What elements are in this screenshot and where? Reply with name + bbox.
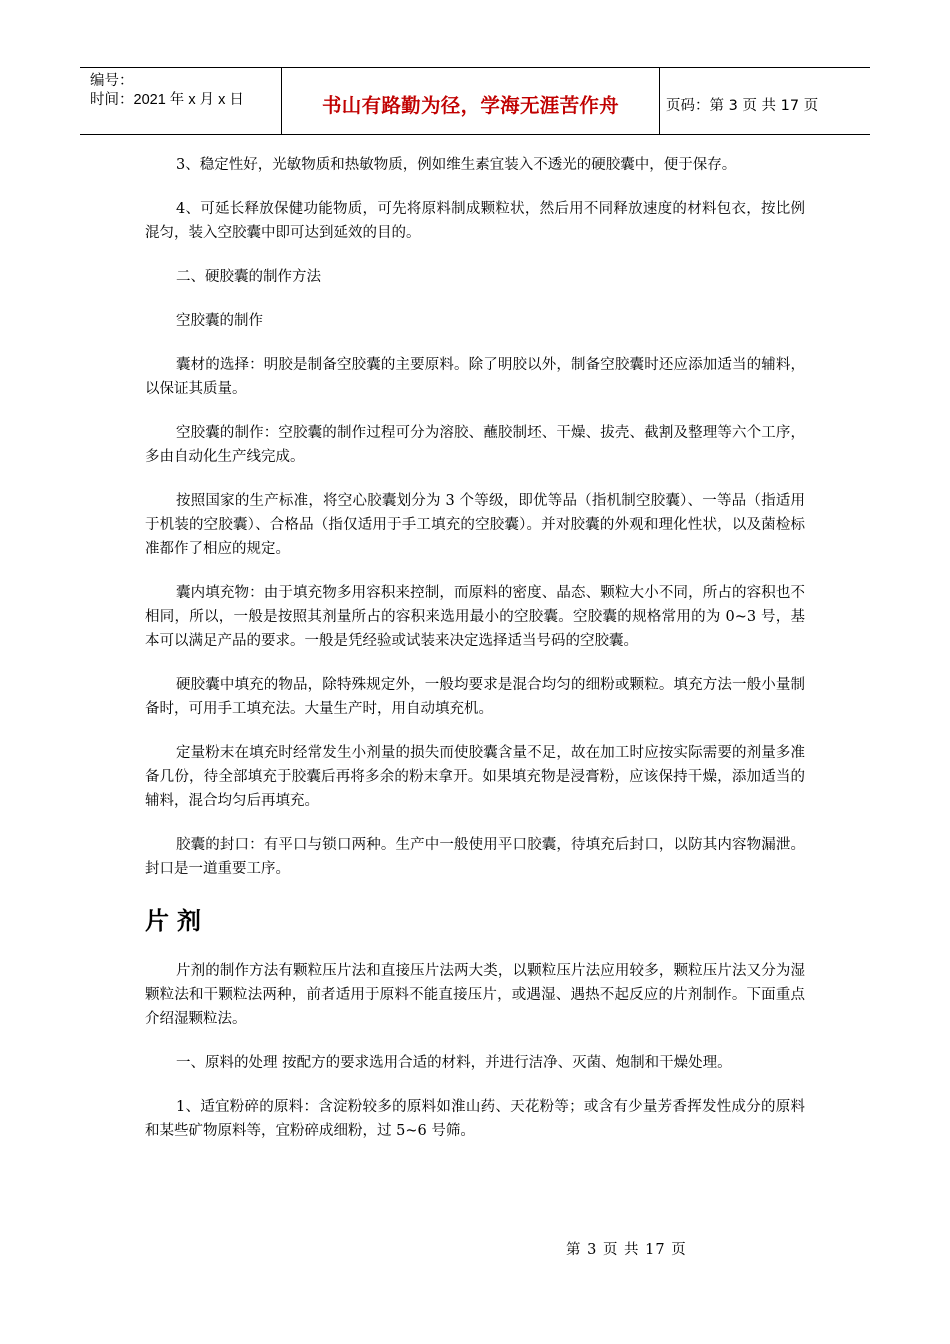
paragraph: 3、稳定性好，光敏物质和热敏物质，例如维生素宜装入不透光的硬胶囊中，便于保存。 [176, 157, 737, 173]
section-heading: 二、硬胶囊的制作方法 [176, 269, 321, 285]
paragraph: 囊内填充物：由于填充物多用容积来控制，而原料的密度、晶态、颗粒大小不同，所占的容积也不相同，所以，一般是按照其剂量所占的容积来选用最小的空胶囊。空胶囊的规格常用的为 0~3 号，基本可以满足产品的要求。一般是凭经验或试装来决定选择适当号码的空胶囊。 [145, 585, 805, 649]
page-header [80, 67, 870, 135]
subsection-heading: 空胶囊的制作 [176, 313, 263, 329]
document-body [145, 153, 805, 1163]
header-motto: 书山有路勤为径，学海无涯苦作舟 [282, 68, 660, 134]
document-time-label: 时间：2021 年 x 月 x 日 [90, 92, 244, 108]
paragraph: 空胶囊的制作：空胶囊的制作过程可分为溶胶、蘸胶制坯、干燥、拔壳、截割及整理等六个工序，多由自动化生产线完成。 [145, 425, 805, 465]
header-meta [80, 68, 282, 134]
paragraph: 胶囊的封口：有平口与锁口两种。生产中一般使用平口胶囊，待填充后封口，以防其内容物漏泄。封口是一道重要工序。 [145, 837, 805, 877]
paragraph: 囊材的选择：明胶是制备空胶囊的主要原料。除了明胶以外，制备空胶囊时还应添加适当的辅料，以保证其质量。 [145, 357, 805, 397]
paragraph: 按照国家的生产标准，将空心胶囊划分为 3 个等级，即优等品（指机制空胶囊）、一等品（指适用于机装的空胶囊）、合格品（指仅适用于手工填充的空胶囊）。并对胶囊的外观和理化性状，以及菌检标准都作了相应的规定。 [145, 493, 805, 557]
header-page-info: 页码：第 3 页 共 17 页 [666, 97, 819, 114]
page-footer: 第 3 页 共 17 页 [566, 1242, 687, 1258]
paragraph: 定量粉末在填充时经常发生小剂量的损失而使胶囊含量不足，故在加工时应按实际需要的剂量多准备几份，待全部填充于胶囊后再将多余的粉末拿开。如果填充物是浸膏粉，应该保持干燥，添加适当的辅料，混合均匀后再填充。 [145, 745, 805, 809]
document-number-label: 编号： [90, 73, 134, 89]
paragraph: 硬胶囊中填充的物品，除特殊规定外，一般均要求是混合均匀的细粉或颗粒。填充方法一般小量制备时，可用手工填充法。大量生产时，用自动填充机。 [145, 677, 805, 717]
paragraph: 一、原料的处理 按配方的要求选用合适的材料，并进行洁净、灭菌、炮制和干燥处理。 [176, 1055, 732, 1071]
paragraph: 片剂的制作方法有颗粒压片法和直接压片法两大类，以颗粒压片法应用较多，颗粒压片法又分为湿颗粒法和干颗粒法两种，前者适用于原料不能直接压片，或遇湿、遇热不起反应的片剂制作。下面重点介绍湿颗粒法。 [145, 963, 805, 1027]
paragraph: 4、可延长释放保健功能物质，可先将原料制成颗粒状，然后用不同释放速度的材料包衣，按比例混匀，装入空胶囊中即可达到延效的目的。 [145, 201, 805, 241]
paragraph: 1、适宜粉碎的原料：含淀粉较多的原料如淮山药、天花粉等；或含有少量芳香挥发性成分的原料和某些矿物原料等，宜粉碎成细粉，过 5~6 号筛。 [145, 1099, 805, 1139]
chapter-heading: 片剂 [145, 907, 209, 935]
